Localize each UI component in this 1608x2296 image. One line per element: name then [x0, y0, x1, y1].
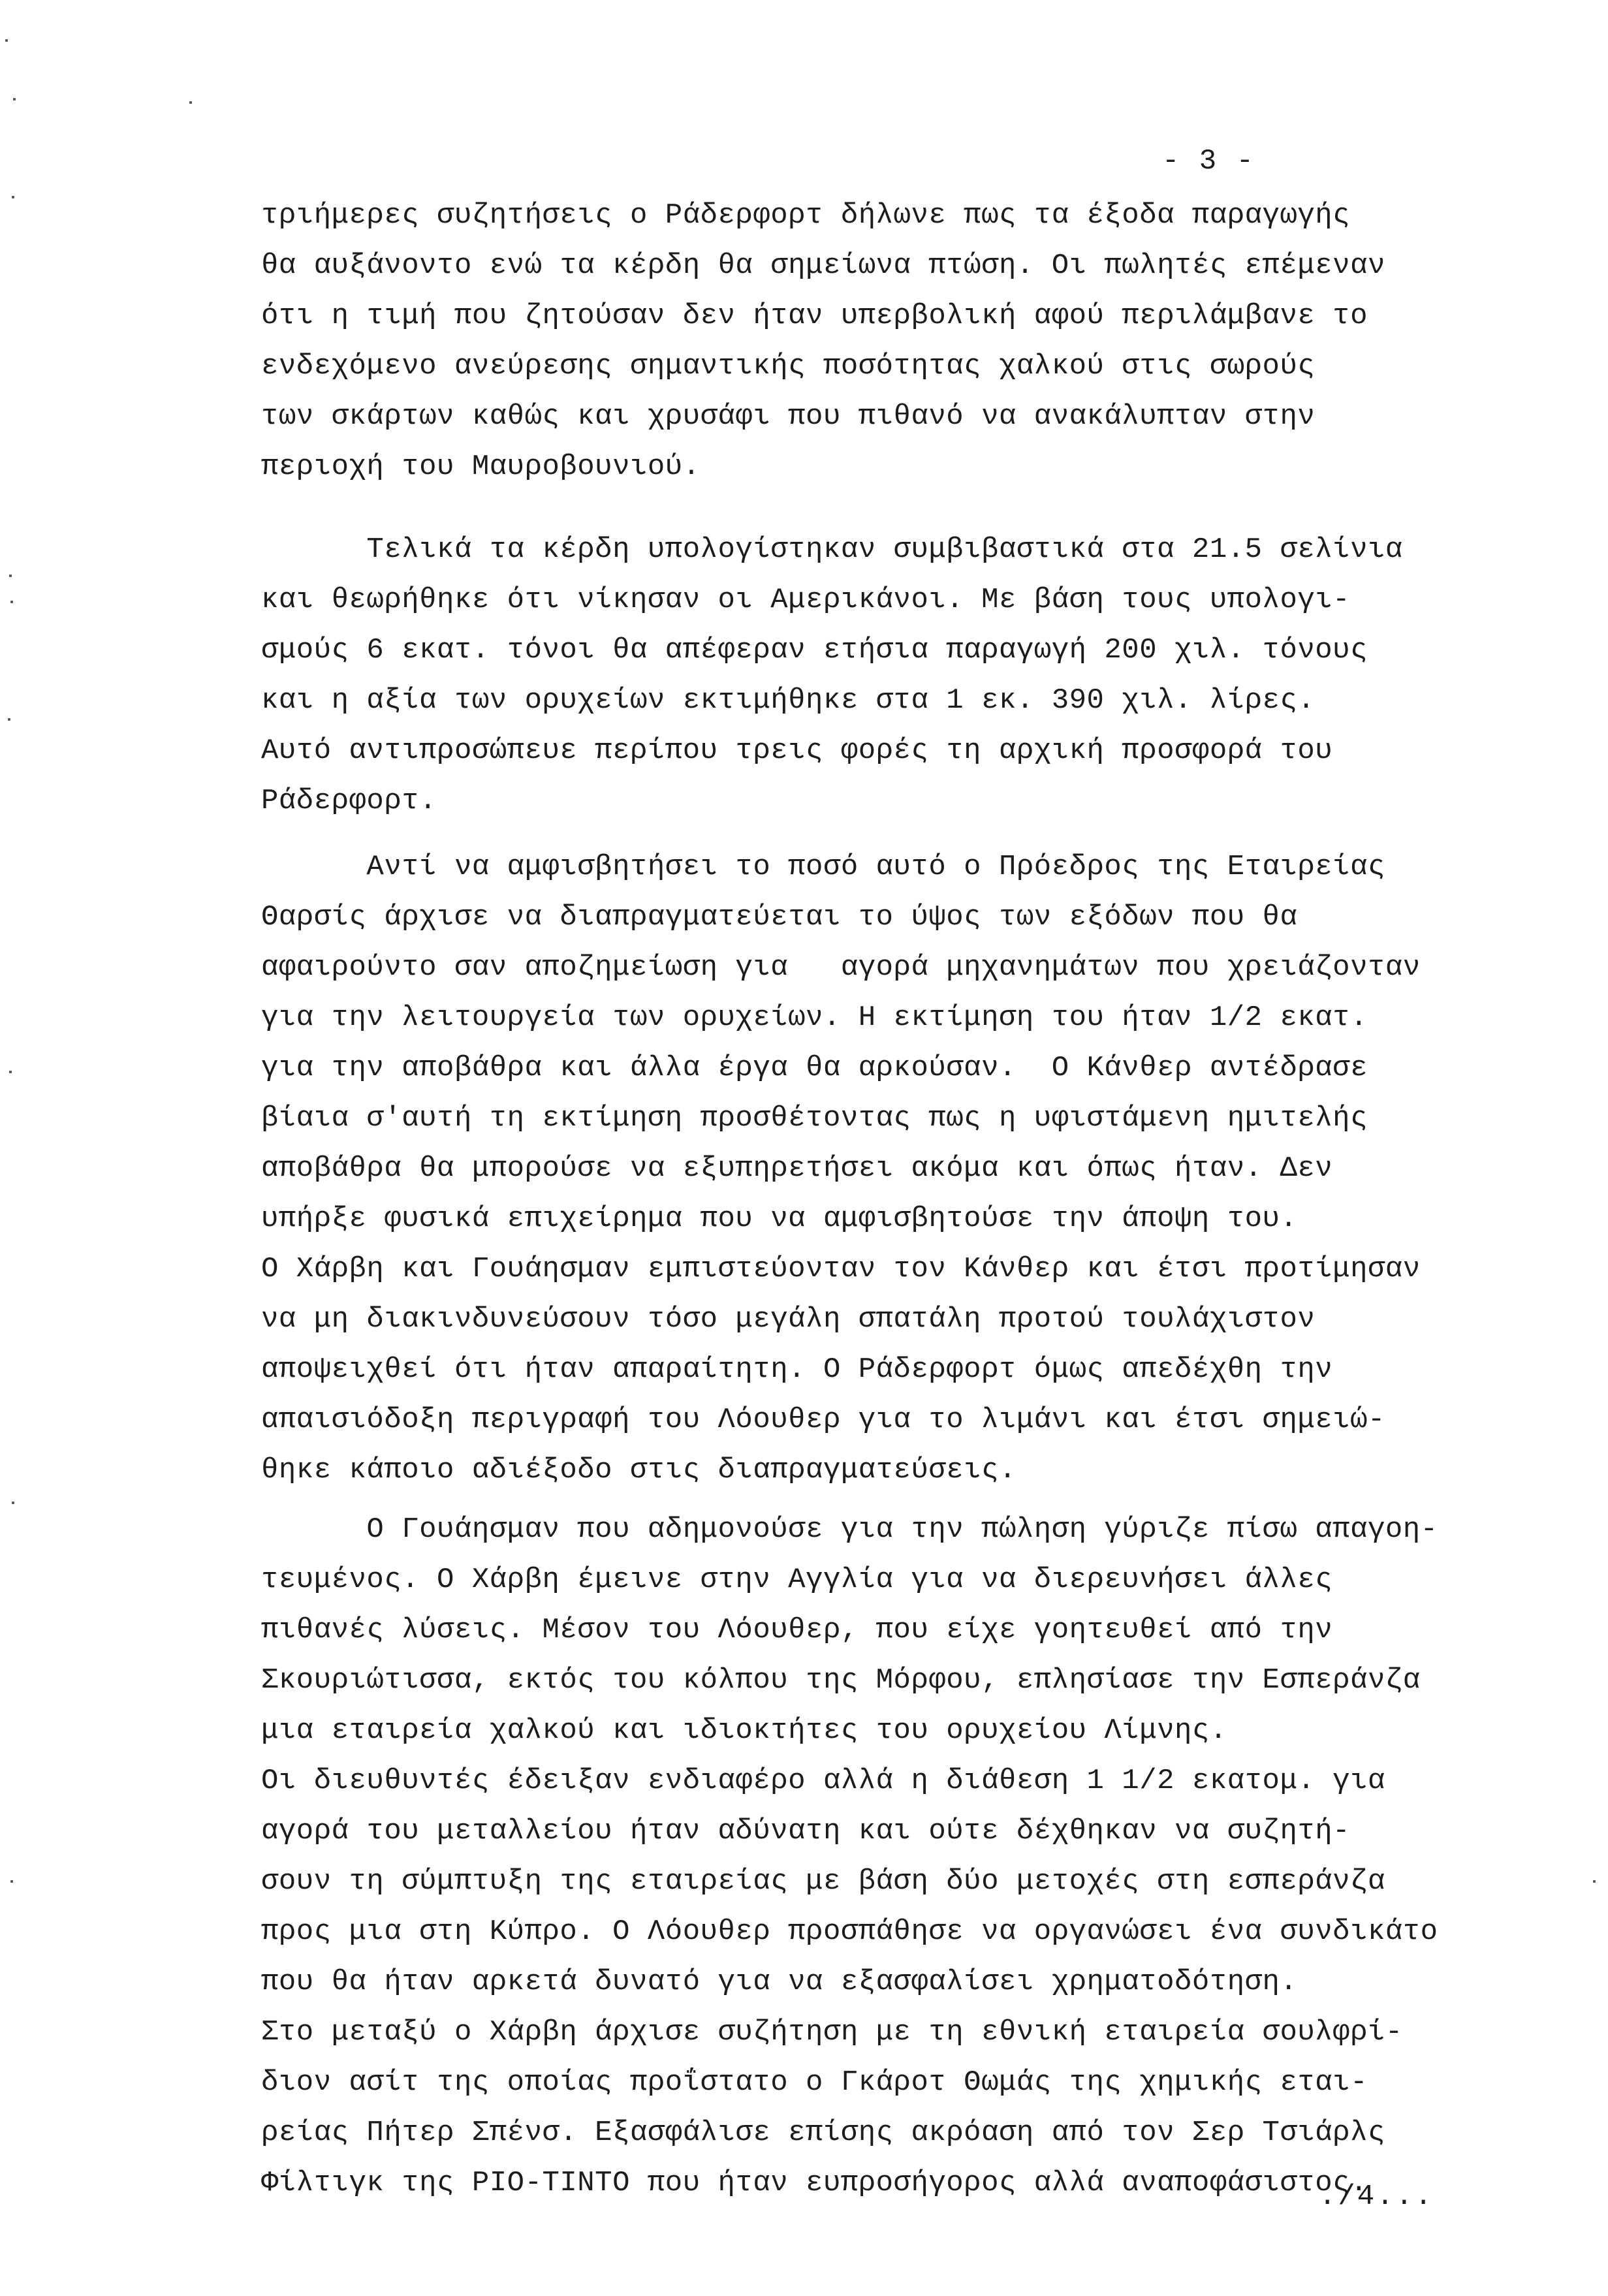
scan-speck: [9, 1071, 12, 1073]
text-line: και θεωρήθηκε ότι νίκησαν οι Αμερικάνοι. Με βάση τους υπολογι-: [261, 584, 1351, 616]
text-line: ότι η τιμή που ζητούσαν δεν ήταν υπερβολική αφού περιλάμβανε το: [261, 300, 1368, 332]
scan-speck: [189, 101, 192, 104]
paragraph-2: [261, 525, 1580, 826]
continuation-marker: ./4...: [1319, 2180, 1434, 2213]
text-line: περιοχή του Μαυροβουνιού.: [261, 450, 701, 483]
text-line: Τελικά τα κέρδη υπολογίστηκαν συμβιβαστικά στα 21.5 σελίνια: [261, 533, 1403, 566]
text-line: διον ασίτ της οποίας προΐστατο ο Γκάροτ Θωμάς της χημικής εται-: [261, 2066, 1368, 2099]
text-line: για την αποβάθρα και άλλα έργα θα αρκούσαν. Ο Κάνθερ αντέδρασε: [261, 1052, 1368, 1084]
text-line: αφαιρούντο σαν αποζημείωση για αγορά μηχανημάτων που χρειάζονταν: [261, 951, 1421, 984]
text-line: ενδεχόμενο ανεύρεσης σημαντικής ποσότητας χαλκού στις σωρούς: [261, 350, 1316, 383]
text-line: που θα ήταν αρκετά δυνατό για να εξασφαλίσει χρηματοδότηση.: [261, 1966, 1298, 1998]
page-number: - 3 -: [1162, 145, 1255, 178]
scan-speck: [10, 1880, 13, 1883]
text-line: για την λειτουργεία των ορυχείων. Η εκτίμηση του ήταν 1/2 εκατ.: [261, 1001, 1368, 1034]
scan-speck: [10, 601, 13, 603]
text-line: Αντί να αμφισβητήσει το ποσό αυτό ο Πρόεδρος της Εταιρείας: [261, 851, 1385, 883]
text-line: Αυτό αντιπροσώπευε περίπου τρεις φορές τη αρχική προσφορά του: [261, 734, 1333, 767]
text-line: να μη διακινδυνεύσουν τόσο μεγάλη σπατάλη προτού τουλάχιστον: [261, 1303, 1316, 1336]
text-line: ρείας Πήτερ Σπένσ. Εξασφάλισε επίσης ακρόαση από τον Σερ Τσιάρλς: [261, 2116, 1385, 2149]
text-line: Ο Γουάησμαν που αδημονούσε για την πώληση γύριζε πίσω απαγοη-: [261, 1513, 1438, 1546]
text-line: αγορά του μεταλλείου ήταν αδύνατη και ούτε δέχθηκαν να συζητή-: [261, 1815, 1351, 1848]
text-line: Σκουριώτισσα, εκτός του κόλπου της Μόρφου, επλησίασε την Εσπεράνζα: [261, 1664, 1421, 1697]
scan-speck: [13, 98, 16, 101]
text-line: τευμένος. Ο Χάρβη έμεινε στην Αγγλία για να διερευνήσει άλλες: [261, 1564, 1333, 1596]
text-line: Στο μεταξύ ο Χάρβη άρχισε συζήτηση με τη εθνική εταιρεία σουλφρί-: [261, 2016, 1403, 2049]
scan-speck: [8, 718, 10, 721]
text-line: σμούς 6 εκατ. τόνοι θα απέφεραν ετήσια παραγωγή 200 χιλ. τόνους: [261, 634, 1368, 667]
paragraph-4: [261, 1505, 1580, 2209]
text-line: θηκε κάποιο αδιέξοδο στις διαπραγματεύσεις.: [261, 1454, 1017, 1486]
scan-speck: [1593, 1880, 1596, 1883]
text-line: Οι διευθυντές έδειξαν ενδιαφέρο αλλά η διάθεση 1 1/2 εκατομ. για: [261, 1765, 1385, 1797]
paragraph-1: [261, 191, 1580, 492]
paragraph-3: [261, 842, 1580, 1496]
text-line: υπήρξε φυσικά επιχείρημα που να αμφισβητούσε την άποψη του.: [261, 1203, 1298, 1235]
text-line: Ράδερφορτ.: [261, 785, 437, 817]
scan-speck: [12, 196, 14, 198]
scan-speck: [9, 574, 12, 577]
text-line: πιθανές λύσεις. Μέσον του Λόουθερ, που είχε γοητευθεί από την: [261, 1614, 1333, 1646]
text-line: Φίλτιγκ της ΡΙΟ-ΤΙΝΤΟ που ήταν ευπροσήγορος αλλά αναποφάσιστος.: [261, 2167, 1368, 2199]
text-line: θα αυξάνοντο ενώ τα κέρδη θα σημείωνα πτώση. Οι πωλητές επέμεναν: [261, 249, 1385, 282]
text-line: τριήμερες συζητήσεις ο Ράδερφορτ δήλωνε πως τα έξοδα παραγωγής: [261, 199, 1351, 232]
text-line: μια εταιρεία χαλκού και ιδιοκτήτες του ορυχείου Λίμνης.: [261, 1714, 1227, 1747]
scan-speck: [12, 1502, 14, 1504]
text-line: και η αξία των ορυχείων εκτιμήθηκε στα 1 εκ. 390 χιλ. λίρες.: [261, 684, 1316, 717]
text-line: αποψειχθεί ότι ήταν απαραίτητη. Ο Ράδερφορτ όμως απεδέχθη την: [261, 1353, 1333, 1386]
text-line: προς μια στη Κύπρο. Ο Λόουθερ προσπάθησε να οργανώσει ένα συνδικάτο: [261, 1915, 1438, 1948]
text-line: Θαρσίς άρχισε να διαπραγματεύεται το ύψος των εξόδων που θα: [261, 901, 1298, 934]
scan-speck: [5, 39, 8, 42]
text-line: απαισιόδοξη περιγραφή του Λόουθερ για το λιμάνι και έτσι σημειώ-: [261, 1404, 1385, 1436]
text-line: βίαια σ'αυτή τη εκτίμηση προσθέτοντας πως η υφιστάμενη ημιτελής: [261, 1102, 1368, 1135]
text-line: αποβάθρα θα μπορούσε να εξυπηρετήσει ακόμα και όπως ήταν. Δεν: [261, 1152, 1333, 1185]
text-line: Ο Χάρβη και Γουάησμαν εμπιστεύονταν τον Κάνθερ και έτσι προτίμησαν: [261, 1253, 1421, 1285]
text-line: σουν τη σύμπτυξη της εταιρείας με βάση δύο μετοχές στη εσπεράνζα: [261, 1865, 1385, 1898]
text-line: των σκάρτων καθώς και χρυσάφι που πιθανό να ανακάλυπταν στην: [261, 400, 1316, 433]
